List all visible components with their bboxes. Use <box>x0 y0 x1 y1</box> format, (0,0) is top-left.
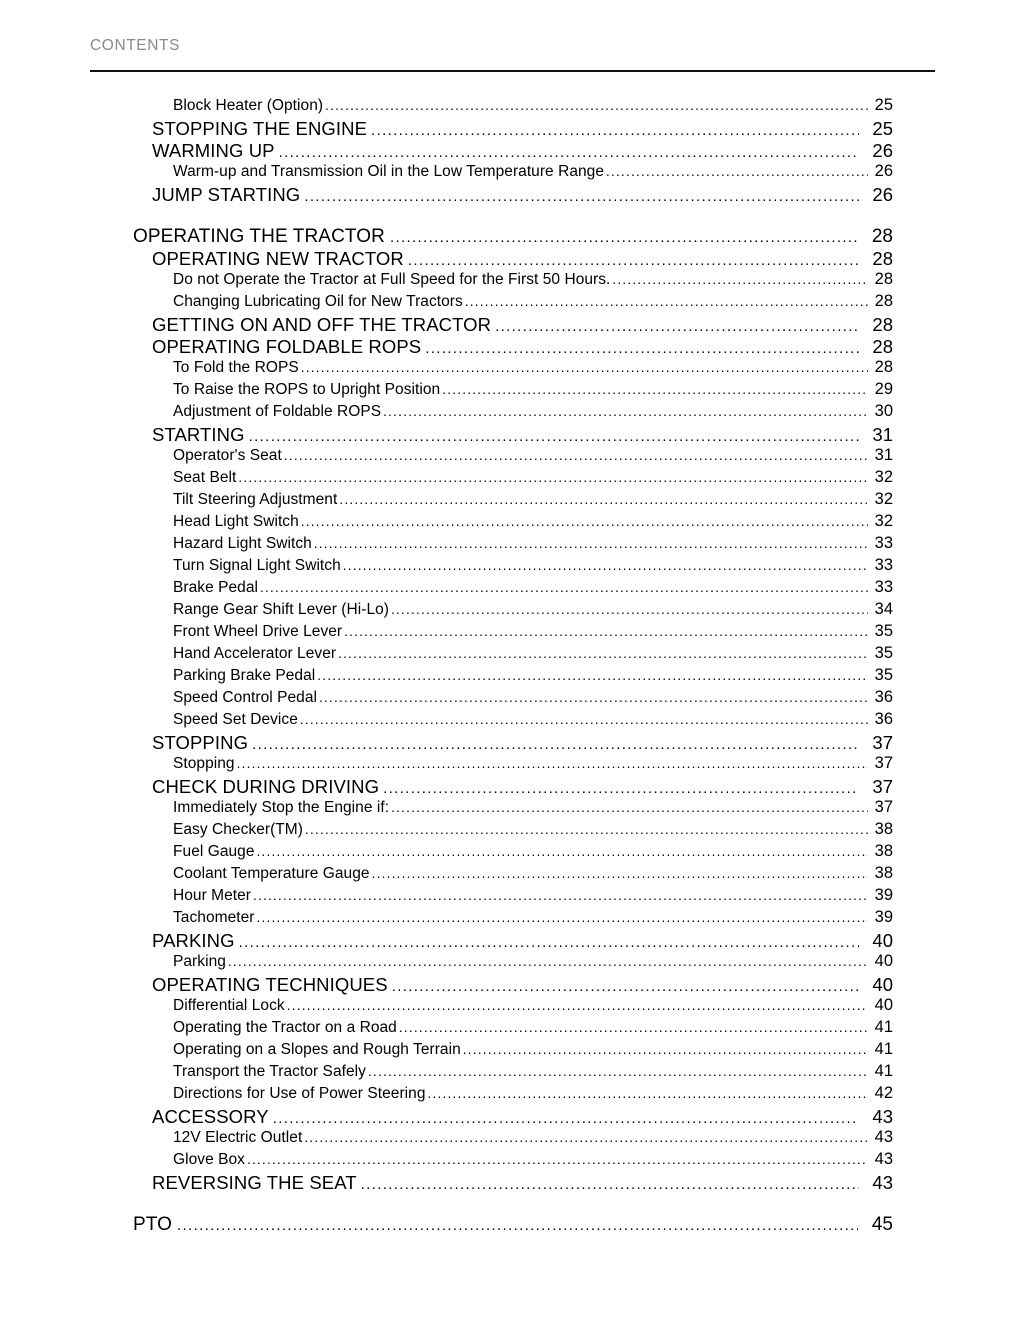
toc-entry-label: Tilt Steering Adjustment <box>173 491 338 508</box>
toc-entry[interactable] <box>0 534 1024 556</box>
toc-entry[interactable] <box>0 820 1024 842</box>
toc-entry[interactable] <box>0 1062 1024 1084</box>
dot-leader <box>252 736 859 754</box>
toc-entry-page-number: 40 <box>872 930 893 951</box>
toc-entry[interactable] <box>0 1084 1024 1106</box>
toc-entry-label: Changing Lubricating Oil for New Tractors <box>173 293 463 310</box>
toc-entry[interactable] <box>0 184 1024 206</box>
dot-leader <box>301 513 868 531</box>
toc-entry[interactable] <box>0 974 1024 996</box>
toc-entry[interactable] <box>0 666 1024 688</box>
toc-entry-label: Parking Brake Pedal <box>173 667 316 684</box>
dot-leader <box>253 887 868 905</box>
toc-entry-page-number: 43 <box>874 1128 893 1146</box>
toc-entry-page-number: 26 <box>872 184 893 205</box>
toc-entry-label: Coolant Temperature Gauge <box>173 865 370 882</box>
toc-entry[interactable] <box>0 908 1024 930</box>
toc-entry-label: STOPPING <box>152 732 249 753</box>
dot-leader <box>383 780 859 798</box>
toc-entry-page-number: 35 <box>874 666 893 684</box>
toc-entry-page-number: 40 <box>874 996 893 1014</box>
toc-entry[interactable] <box>0 1214 1024 1236</box>
toc-entry-label: PTO <box>133 1214 173 1235</box>
toc-entry-label: Warm-up and Transmission Oil in the Low Temperature Range <box>173 163 605 180</box>
dot-leader <box>279 144 859 162</box>
toc-entry-label: Front Wheel Drive Lever <box>173 623 343 640</box>
toc-entry-page-number: 41 <box>874 1018 893 1036</box>
toc-entry-page-number: 28 <box>874 358 893 376</box>
dot-leader <box>300 711 868 729</box>
toc-entry[interactable] <box>0 226 1024 248</box>
toc-entry[interactable] <box>0 732 1024 754</box>
toc-entry-label: Hazard Light Switch <box>173 535 312 552</box>
toc-entry[interactable] <box>0 358 1024 380</box>
dot-leader <box>495 318 859 336</box>
toc-entry-page-number: 38 <box>874 842 893 860</box>
dot-leader <box>391 601 868 619</box>
toc-entry[interactable] <box>0 710 1024 732</box>
dot-leader <box>273 1110 859 1128</box>
toc-entry-page-number: 28 <box>872 336 893 357</box>
toc-entry[interactable] <box>0 162 1024 184</box>
dot-leader <box>304 1129 868 1147</box>
toc-entry-label: Tachometer <box>173 909 255 926</box>
toc-entry-label: Turn Signal Light Switch <box>173 557 341 574</box>
toc-entry-page-number: 42 <box>874 1084 893 1102</box>
toc-entry-label: REVERSING THE SEAT <box>152 1172 357 1193</box>
dot-leader <box>361 1176 859 1194</box>
toc-entry-page-number: 36 <box>874 688 893 706</box>
dot-leader <box>463 1041 868 1059</box>
toc-entry[interactable] <box>0 292 1024 314</box>
toc-entry-label: Head Light Switch <box>173 513 299 530</box>
toc-entry-label: OPERATING THE TRACTOR <box>133 226 385 247</box>
toc-entry[interactable] <box>0 490 1024 512</box>
toc-entry-label: Adjustment of Foldable ROPS <box>173 403 382 420</box>
toc-entry[interactable] <box>0 864 1024 886</box>
toc-entry-page-number: 28 <box>874 292 893 310</box>
dot-leader <box>305 821 868 839</box>
dot-leader <box>606 163 868 181</box>
toc-entry-page-number: 45 <box>871 1214 893 1235</box>
toc-entry-label: Easy Checker(TM) <box>173 821 303 838</box>
table-of-contents <box>0 96 1024 1236</box>
toc-entry-label: Seat Belt <box>173 469 237 486</box>
toc-entry-page-number: 37 <box>872 732 893 753</box>
toc-entry-label: Stopping <box>173 755 235 772</box>
toc-entry-label: Speed Set Device <box>173 711 298 728</box>
toc-entry-page-number: 32 <box>874 490 893 508</box>
toc-entry[interactable] <box>0 1172 1024 1194</box>
toc-entry[interactable] <box>0 424 1024 446</box>
toc-entry-page-number: 38 <box>874 820 893 838</box>
dot-leader <box>371 122 859 140</box>
dot-leader <box>314 535 868 553</box>
toc-entry[interactable] <box>0 600 1024 622</box>
toc-entry-page-number: 41 <box>874 1040 893 1058</box>
dot-leader <box>249 428 859 446</box>
dot-leader <box>391 799 868 817</box>
toc-entry-label: GETTING ON AND OFF THE TRACTOR <box>152 314 492 335</box>
toc-entry-page-number: 37 <box>872 776 893 797</box>
dot-leader <box>317 667 868 685</box>
toc-entry-label: Brake Pedal <box>173 579 258 596</box>
toc-entry-label: Operator's Seat <box>173 447 282 464</box>
toc-entry-page-number: 26 <box>874 162 893 180</box>
dot-leader <box>442 381 868 399</box>
toc-entry[interactable] <box>0 952 1024 974</box>
toc-entry[interactable] <box>0 336 1024 358</box>
toc-entry[interactable] <box>0 402 1024 424</box>
toc-entry-label: Directions for Use of Power Steering <box>173 1085 426 1102</box>
toc-entry-page-number: 28 <box>874 270 893 288</box>
toc-entry-page-number: 33 <box>874 534 893 552</box>
toc-entry-label: Operating on a Slopes and Rough Terrain <box>173 1041 461 1058</box>
toc-entry-label: 12V Electric Outlet <box>173 1129 303 1146</box>
dot-leader <box>257 843 869 861</box>
dot-leader <box>338 645 868 663</box>
toc-entry-label: Speed Control Pedal <box>173 689 317 706</box>
dot-leader <box>339 491 868 509</box>
dot-leader <box>239 934 859 952</box>
toc-entry[interactable] <box>0 688 1024 710</box>
toc-entry[interactable] <box>0 380 1024 402</box>
toc-entry-page-number: 28 <box>872 314 893 335</box>
dot-leader <box>304 188 859 206</box>
toc-entry-label: Parking <box>173 953 226 970</box>
toc-entry[interactable] <box>0 754 1024 776</box>
toc-entry[interactable] <box>0 1128 1024 1150</box>
toc-entry[interactable] <box>0 930 1024 952</box>
toc-entry-page-number: 36 <box>874 710 893 728</box>
toc-entry-page-number: 35 <box>874 622 893 640</box>
dot-leader <box>390 229 858 247</box>
toc-entry[interactable] <box>0 446 1024 468</box>
toc-entry[interactable] <box>0 996 1024 1018</box>
toc-entry[interactable] <box>0 96 1024 118</box>
toc-entry-page-number: 40 <box>874 952 893 970</box>
toc-entry-page-number: 34 <box>874 600 893 618</box>
dot-leader <box>238 469 868 487</box>
dot-leader <box>399 1019 868 1037</box>
dot-leader <box>237 755 868 773</box>
toc-entry[interactable] <box>0 118 1024 140</box>
toc-entry[interactable] <box>0 468 1024 490</box>
toc-entry-label: Operating the Tractor on a Road <box>173 1019 397 1036</box>
page-title: CONTENTS <box>90 37 181 54</box>
toc-entry-label: ACCESSORY <box>152 1106 269 1127</box>
toc-entry-label: OPERATING TECHNIQUES <box>152 974 388 995</box>
dot-leader <box>408 252 859 270</box>
toc-entry-page-number: 28 <box>871 226 893 247</box>
toc-entry-page-number: 33 <box>874 556 893 574</box>
dot-leader <box>319 689 868 707</box>
toc-entry-page-number: 41 <box>874 1062 893 1080</box>
dot-leader <box>177 1217 858 1235</box>
toc-entry[interactable] <box>0 512 1024 534</box>
dot-leader <box>428 1085 869 1103</box>
toc-entry[interactable] <box>0 776 1024 798</box>
dot-leader <box>612 271 868 289</box>
dot-leader <box>228 953 868 971</box>
toc-entry[interactable] <box>0 270 1024 292</box>
toc-entry-page-number: 29 <box>874 380 893 398</box>
toc-entry-page-number: 26 <box>872 140 893 161</box>
toc-entry-label: Hour Meter <box>173 887 252 904</box>
toc-entry-label: WARMING UP <box>152 140 275 161</box>
toc-entry[interactable] <box>0 578 1024 600</box>
toc-entry-page-number: 39 <box>874 908 893 926</box>
toc-entry-page-number: 28 <box>872 248 893 269</box>
dot-leader <box>344 623 868 641</box>
toc-entry[interactable] <box>0 314 1024 336</box>
toc-entry-page-number: 31 <box>872 424 893 445</box>
toc-entry-page-number: 40 <box>872 974 893 995</box>
toc-entry-page-number: 43 <box>874 1150 893 1168</box>
page-header <box>90 36 935 56</box>
toc-entry[interactable] <box>0 622 1024 644</box>
toc-entry-label: Differential Lock <box>173 997 285 1014</box>
toc-entry-label: OPERATING FOLDABLE ROPS <box>152 336 422 357</box>
dot-leader <box>368 1063 868 1081</box>
dot-leader <box>343 557 868 575</box>
toc-entry[interactable] <box>0 556 1024 578</box>
toc-entry-label: Glove Box <box>173 1151 245 1168</box>
toc-entry-label: Do not Operate the Tractor at Full Speed for the First 50 Hours. <box>173 271 611 288</box>
toc-entry-label: CHECK DURING DRIVING <box>152 776 380 797</box>
toc-entry[interactable] <box>0 1106 1024 1128</box>
toc-entry-label: Hand Accelerator Lever <box>173 645 337 662</box>
dot-leader <box>301 359 868 377</box>
header-divider <box>90 70 935 72</box>
dot-leader <box>325 97 868 115</box>
toc-entry-page-number: 31 <box>874 446 893 464</box>
toc-entry[interactable] <box>0 1150 1024 1172</box>
toc-entry[interactable] <box>0 842 1024 864</box>
dot-leader <box>256 909 868 927</box>
dot-leader <box>284 447 868 465</box>
toc-entry-page-number: 43 <box>872 1106 893 1127</box>
toc-entry-label: STOPPING THE ENGINE <box>152 118 368 139</box>
toc-entry[interactable] <box>0 644 1024 666</box>
toc-entry-page-number: 35 <box>874 644 893 662</box>
toc-entry-label: Fuel Gauge <box>173 843 255 860</box>
toc-entry[interactable] <box>0 1018 1024 1040</box>
toc-entry[interactable] <box>0 248 1024 270</box>
toc-entry[interactable] <box>0 798 1024 820</box>
toc-entry-label: OPERATING NEW TRACTOR <box>152 248 404 269</box>
toc-entry-page-number: 33 <box>874 578 893 596</box>
toc-entry-page-number: 37 <box>874 754 893 772</box>
toc-entry-page-number: 32 <box>874 512 893 530</box>
dot-leader <box>425 340 859 358</box>
toc-entry-label: Range Gear Shift Lever (Hi-Lo) <box>173 601 390 618</box>
toc-entry-page-number: 32 <box>874 468 893 486</box>
toc-entry-page-number: 37 <box>874 798 893 816</box>
toc-entry-page-number: 39 <box>874 886 893 904</box>
dot-leader <box>287 997 868 1015</box>
dot-leader <box>392 978 859 996</box>
toc-entry-label: PARKING <box>152 930 235 951</box>
dot-leader <box>383 403 868 421</box>
toc-entry-page-number: 30 <box>874 402 893 420</box>
toc-entry-label: Block Heater (Option) <box>173 97 324 114</box>
toc-entry-label: JUMP STARTING <box>152 184 301 205</box>
dot-leader <box>260 579 868 597</box>
toc-entry-label: To Raise the ROPS to Upright Position <box>173 381 441 398</box>
toc-entry-page-number: 25 <box>874 96 893 114</box>
toc-entry[interactable] <box>0 140 1024 162</box>
toc-entry-page-number: 38 <box>874 864 893 882</box>
dot-leader <box>247 1151 868 1169</box>
toc-entry-label: Transport the Tractor Safely <box>173 1063 366 1080</box>
toc-entry-page-number: 25 <box>872 118 893 139</box>
dot-leader <box>465 293 868 311</box>
toc-entry-label: Immediately Stop the Engine if: <box>173 799 390 816</box>
toc-entry-label: To Fold the ROPS <box>173 359 299 376</box>
dot-leader <box>372 865 868 883</box>
toc-entry[interactable] <box>0 886 1024 908</box>
toc-entry-page-number: 43 <box>872 1172 893 1193</box>
toc-entry[interactable] <box>0 1040 1024 1062</box>
toc-entry-label: STARTING <box>152 424 245 445</box>
